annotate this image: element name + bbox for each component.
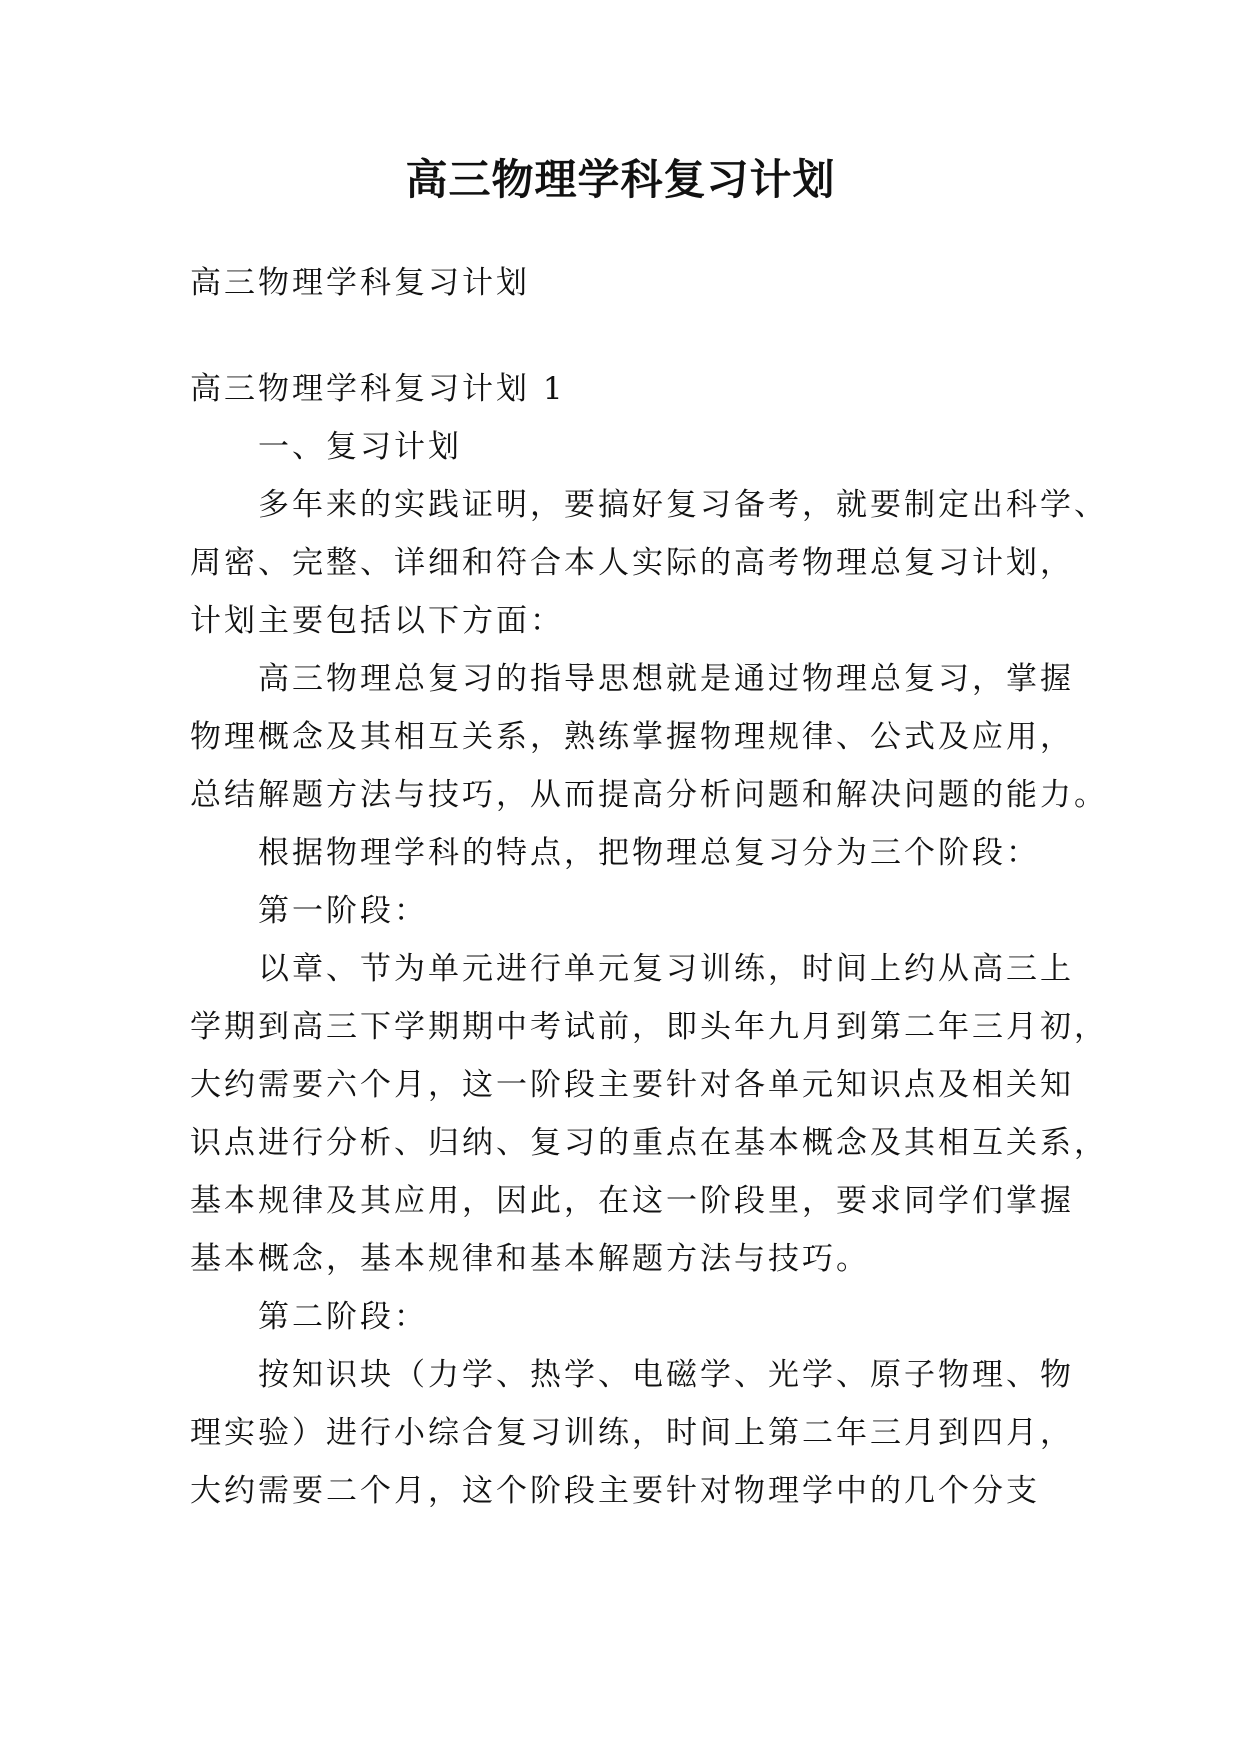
body-line: 基本规律及其应用，因此，在这一阶段里，要求同学们掌握 <box>190 1183 1074 1219</box>
body-line: 大约需要六个月，这一阶段主要针对各单元知识点及相关知 <box>190 1067 1074 1103</box>
body-line: 计划主要包括以下方面： <box>190 603 564 639</box>
body-line: 理实验）进行小综合复习训练，时间上第二年三月到四月， <box>190 1415 1074 1451</box>
body-line: 大约需要二个月，这个阶段主要针对物理学中的几个分支 <box>190 1473 1040 1509</box>
body-line: 识点进行分析、归纳、复习的重点在基本概念及其相互关系， <box>190 1125 1108 1161</box>
body-line: 多年来的实践证明，要搞好复习备考，就要制定出科学、 <box>190 487 1108 523</box>
body-line: 以章、节为单元进行单元复习训练，时间上约从高三上 <box>190 951 1074 987</box>
body-line: 总结解题方法与技巧，从而提高分析问题和解决问题的能力。 <box>190 777 1108 813</box>
body-line: 第二阶段： <box>190 1299 428 1335</box>
document-subtitle <box>190 254 1050 312</box>
section-heading: 高三物理学科复习计划 1 <box>190 371 566 407</box>
document-body <box>190 360 1108 1520</box>
subtitle-line: 高三物理学科复习计划 <box>190 265 530 301</box>
body-line: 物理概念及其相互关系，熟练掌握物理规律、公式及应用， <box>190 719 1074 755</box>
body-line: 按知识块（力学、热学、电磁学、光学、原子物理、物 <box>190 1357 1074 1393</box>
body-line: 一、复习计划 <box>190 429 462 465</box>
body-line: 根据物理学科的特点，把物理总复习分为三个阶段： <box>190 835 1040 871</box>
document-title: 高三物理学科复习计划 <box>405 155 836 204</box>
body-line: 基本概念，基本规律和基本解题方法与技巧。 <box>190 1241 870 1277</box>
body-line: 高三物理总复习的指导思想就是通过物理总复习，掌握 <box>190 661 1074 697</box>
body-line: 第一阶段： <box>190 893 428 929</box>
body-line: 周密、完整、详细和符合本人实际的高考物理总复习计划， <box>190 545 1074 581</box>
body-line: 学期到高三下学期期中考试前，即头年九月到第二年三月初， <box>190 1009 1108 1045</box>
